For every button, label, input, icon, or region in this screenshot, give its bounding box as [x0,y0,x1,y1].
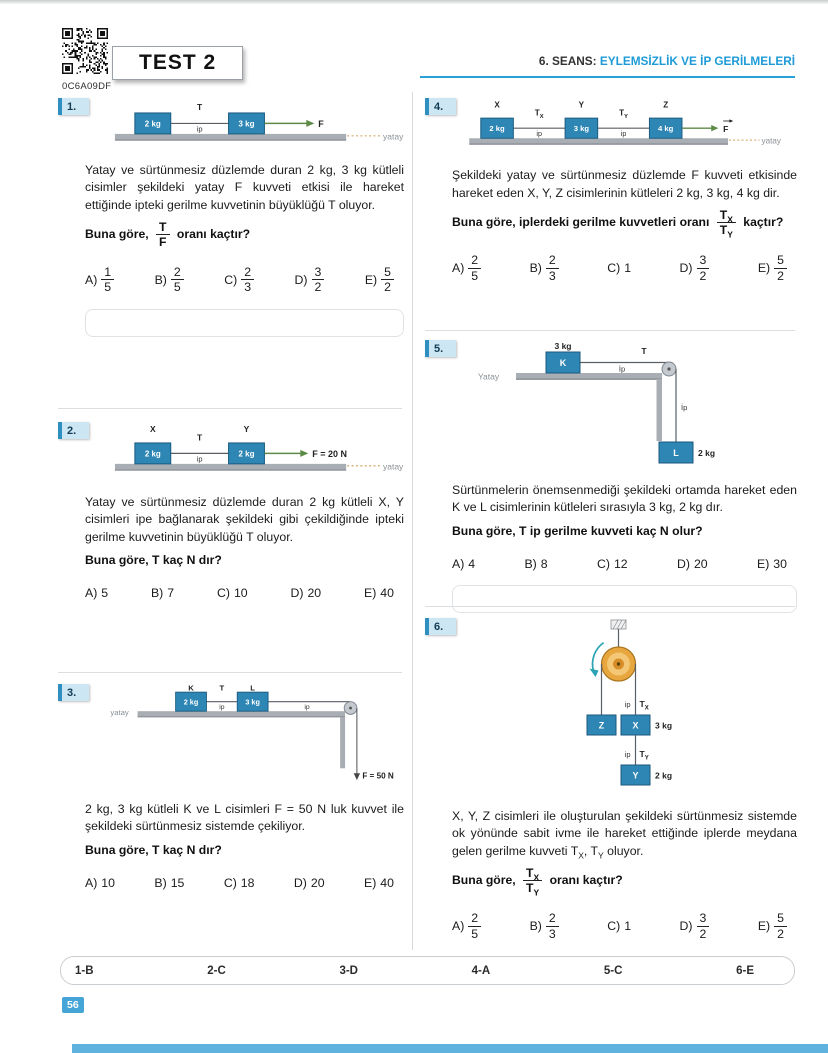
fraction-value: $\frac{5}{2}$ [774,253,787,282]
prompt-pre: Buna göre, [452,873,516,888]
fraction-denominator: $T_Y$ [719,223,733,240]
options-row [452,911,797,940]
question-number [425,340,456,357]
option-letter: C) [216,585,230,600]
fraction-value: $\frac{1}{5}$ [101,265,114,294]
question-prompt [85,220,404,249]
answer-key-item: 6-E [736,964,754,977]
answer-option[interactable] [224,876,255,890]
tension-1-label: $T_X$ [639,699,649,712]
question-number-label: 4. [434,100,444,113]
answer-option[interactable] [452,253,481,282]
answer-option[interactable] [290,586,321,600]
answer-option[interactable] [217,586,248,600]
question-number-label: 5. [434,342,444,355]
answer-option[interactable] [85,265,114,294]
option-value: 7 [167,585,175,600]
prompt-pre: Buna göre, [85,226,149,241]
rope-label: ip [196,124,203,134]
text-sep: , [583,843,588,858]
tension-2-label: $T_Y$ [619,108,628,121]
ground-label: Yatay [478,371,500,382]
rope-label-1: ip [536,129,543,138]
rope-label-1: İp [618,364,626,374]
answer-option[interactable] [155,265,184,294]
diagram-blocks-pulley [85,684,404,791]
question-text: Sürtünmelerin önemsenmediği şekildeki ortamda hareket eden K ve L cisimlerinin kütleleri sırasıyla 3 kg, 2 kg dır. [452,483,797,515]
option-letter: E) [364,585,377,600]
block-2-name: L [250,684,256,693]
tension-1-label: $T_X$ [534,108,544,121]
question-prompt: Buna göre, T kaç N dır? [85,842,222,857]
force-arrowhead [354,773,360,780]
options-row [85,265,404,294]
option-letter: E) [757,919,771,934]
question-number-label: 3. [67,686,77,699]
work-area [452,585,797,613]
options-row [85,586,404,600]
question-text: 2 kg, 3 kg kütleli K ve L cisimleri F = 50 N luk kuvvet ile şekildeki sürtünmesiz sistemde çekiliyor. [85,801,404,834]
options-row [452,557,797,571]
block-1-mass: 2 kg [144,119,161,129]
answer-option[interactable] [154,876,184,890]
answer-option[interactable] [607,261,631,275]
option-letter: C) [223,875,237,890]
question-1 [58,96,404,337]
ground-label: yatay [761,136,781,146]
options-row [452,253,797,282]
wall [340,718,345,769]
options-row [85,876,404,890]
option-letter: E) [757,261,771,276]
answer-option[interactable] [224,265,254,294]
block-y-name: Y [631,770,639,781]
block-x-mass: 3 kg [654,720,672,731]
question-number [58,684,89,701]
header-rule [420,76,795,78]
question-6 [425,616,797,941]
answer-option[interactable] [85,876,115,890]
ground-label: yatay [383,461,404,472]
tension-x-inline: $T_X$ [570,843,584,861]
work-area [85,309,404,337]
force-label: F [318,118,324,129]
fraction-denominator: $T_Y$ [526,881,540,898]
fraction-numerator: $T_X$ [717,208,736,223]
answer-option[interactable] [677,557,708,571]
fraction-value: $\frac{2}{5}$ [468,911,481,940]
fraction-value: $\frac{2}{3}$ [546,911,559,940]
question-number-label: 6. [434,620,444,633]
block-3-name: Z [663,100,669,110]
fraction-value: $\frac{3}{2}$ [697,911,710,940]
fraction [717,208,736,240]
option-letter: B) [524,556,537,571]
block-2-mass: 2 kg [698,448,716,458]
answer-key-item: 3-D [339,964,358,977]
document-code: 0C6A09DF [62,81,112,92]
option-value: 12 [613,556,628,571]
page-number: 56 [62,997,84,1013]
fraction-value: $\frac{3}{2}$ [312,265,325,294]
option-letter: A) [85,875,98,890]
question-prompt [452,208,797,240]
answer-key-item: 4-A [471,964,491,977]
option-letter: A) [452,556,465,571]
tension-label: T [197,101,203,112]
option-value: 20 [307,585,322,600]
rope-label-2: İp [681,403,688,412]
question-5 [425,338,797,613]
question-separator [58,672,402,673]
answer-option[interactable] [758,911,787,940]
vector-bar-head [729,119,733,122]
question-4 [425,96,797,283]
option-value: 10 [233,585,248,600]
fraction-value: $\frac{2}{5}$ [468,253,481,282]
ground-edge [138,716,346,717]
question-number [58,422,89,439]
diagram-three-blocks-ropes [452,98,797,157]
qr-code [62,28,108,74]
block-2-name: Y [578,100,585,110]
question-number [425,618,456,635]
block-1-mass: 2 kg [144,449,161,459]
block-1-name: X [494,100,500,110]
answer-option[interactable] [758,253,787,282]
option-letter: B) [529,261,542,276]
column-divider [412,92,413,950]
block-2-mass: 3 kg [245,697,260,707]
answer-option[interactable] [365,265,394,294]
block-1-mass: 2 kg [489,124,505,134]
fraction-value: $\frac{2}{3}$ [546,253,559,282]
force-arrowhead [306,120,314,127]
fraction-numerator: T [156,220,169,235]
ground [516,373,662,379]
fraction-value: $\frac{2}{5}$ [171,265,184,294]
fraction-value: $\frac{3}{2}$ [697,253,710,282]
answer-key-item: 1-B [75,964,94,977]
option-letter: D) [293,875,307,890]
option-value: 40 [380,875,394,890]
diagram-two-blocks-rope [85,98,404,152]
answer-key-bar [60,956,795,985]
answer-option[interactable] [151,586,174,600]
option-value: 20 [310,875,325,890]
rope-label-2: ip [624,750,630,759]
question-number [425,98,456,115]
diagram-two-blocks-rope [85,422,404,484]
answer-option[interactable] [607,919,631,933]
option-letter: D) [679,261,693,276]
tension-label: T [219,684,225,693]
block-1-name: K [188,684,194,693]
wall [657,379,663,441]
answer-option[interactable] [524,557,547,571]
fraction-numerator: $T_X$ [523,866,542,881]
question-text: Şekildeki yatay ve sürtünmesiz düzlemde F kuvveti etkisinde hareket eden X, Y, Z cisimlerinin kütleleri 2 kg, 3 kg, 4 kg dir. [452,168,797,200]
rope-label-1: ip [624,700,630,709]
page-top-edge [0,0,828,4]
answer-option[interactable] [597,557,628,571]
text-post: oluyor. [607,843,644,858]
block-1-name: X [149,423,156,434]
pulley-axle [616,662,619,665]
question-separator [425,330,795,331]
ground [115,464,346,469]
rotation-arrowhead [589,669,598,678]
option-letter: C) [607,261,621,276]
block-2-name: Y [243,423,250,434]
answer-option[interactable] [295,265,325,294]
option-value: 5 [101,585,109,600]
block-1-mass: 3 kg [554,341,572,351]
session-prefix: 6. SEANS: [538,54,597,68]
option-letter: A) [452,919,465,934]
question-text: Yatay ve sürtünmesiz düzlemde duran 2 kg, 3 kg kütleli cisimler şekildeki yatay F kuvveti etkisi ile hareket ettiğinde ipteki gerilme kuvvetinin büyüklüğü T oluyor. [85,162,404,212]
option-letter: A) [452,261,465,276]
option-letter: A) [85,585,98,600]
block-2-name: L [673,448,679,458]
rope-label-1: ip [219,703,225,711]
force-label: F [723,124,729,135]
prompt-post: oranı kaçtır? [176,226,251,241]
rope-label-2: ip [620,129,627,138]
fraction [156,220,169,249]
block-x-name: X [631,720,639,731]
option-letter: D) [290,585,304,600]
force-arrowhead [300,450,308,457]
answer-option[interactable] [680,253,710,282]
prompt-post: kaçtır? [743,215,784,230]
diagram-atwood-pulley [510,616,740,798]
prompt-post: oranı kaçtır? [549,873,623,888]
option-letter: B) [150,585,164,600]
answer-key-item: 5-C [603,964,623,977]
block-y-mass: 2 kg [654,770,672,781]
answer-option[interactable] [530,253,559,282]
question-number-label: 1. [67,100,77,113]
block-2-mass: 3 kg [573,124,590,134]
ground-edge [115,469,346,470]
option-value: 1 [624,919,632,934]
block-2-mass: 3 kg [238,119,255,129]
ground [138,711,346,716]
option-letter: D) [676,556,690,571]
question-prompt: Buna göre, T ip gerilme kuvveti kaç N olur? [452,523,703,538]
option-letter: E) [364,875,377,890]
pulley-axle [667,367,670,370]
option-value: 1 [624,261,632,276]
ground-label: yatay [110,707,129,717]
test-title: TEST 2 [112,46,243,80]
answer-key-item: 2-C [207,964,226,977]
ground-edge [115,139,346,140]
force-arrowhead [711,125,718,131]
fraction-denominator: F [159,235,167,250]
bottom-accent-bar [72,1044,828,1053]
option-value: 40 [380,585,394,600]
option-letter: E) [364,272,378,287]
tension-2-label: $T_Y$ [639,749,649,762]
rope-label-2: ip [304,703,310,711]
option-value: 4 [468,556,476,571]
question-separator [58,408,402,409]
tension-y-inline: $T_Y$ [590,843,604,861]
option-letter: B) [529,919,542,934]
option-value: 18 [240,875,255,890]
question-text: Yatay ve sürtünmesiz düzlemde duran 2 kg kütleli X, Y cisimleri ipe bağlanarak şekildeki gibi çekildiğinde ipteki gerilme kuvvetinin büyüklüğü T oluyor. [85,494,404,544]
text-pre: X, Y, Z cisimleri ile oluşturulan şekildeki sürtünmesiz sistemde ok yönünde sabit ivme ile hareket ettiğinde iplerde meydana gelen gerilme kuvveti [452,809,797,858]
fraction-value: $\frac{5}{2}$ [381,265,394,294]
option-letter: A) [85,272,98,287]
tension-label: T [641,346,647,356]
question-text [452,808,797,860]
session-header [539,54,795,68]
option-letter: B) [154,875,167,890]
answer-option[interactable] [680,911,710,940]
question-prompt: Buna göre, T kaç N dır? [85,553,222,568]
block-2-mass: 2 kg [238,449,255,459]
block-1-mass: 2 kg [183,697,199,707]
prompt-pre: Buna göre, iplerdeki gerilme kuvvetleri oranı [452,215,710,230]
block-z-name: Z [598,720,604,731]
force-label: F = 20 N [312,448,347,459]
question-number-label: 2. [67,424,77,437]
answer-option[interactable] [294,876,325,890]
ground-label: yatay [383,131,404,142]
ground-edge [516,379,662,380]
fraction-value: $\frac{5}{2}$ [774,911,787,940]
option-value: 30 [773,556,787,571]
block-3-mass: 4 kg [658,124,674,134]
answer-option[interactable] [530,911,559,940]
ground-edge [469,144,728,145]
answer-option[interactable] [364,876,394,890]
option-value: 20 [693,556,708,571]
diagram-table-pulley-hanging [452,340,797,472]
answer-option[interactable] [757,557,787,571]
tension-label: T [197,432,203,443]
option-value: 15 [170,875,185,890]
answer-option[interactable] [364,586,394,600]
answer-option[interactable] [452,557,475,571]
fraction [523,866,542,898]
session-title: EYLEMSİZLİK VE İP GERİLMELERİ [599,54,795,68]
rope-label: ip [196,454,203,464]
fraction-value: $\frac{2}{3}$ [241,265,254,294]
question-number [58,98,89,115]
option-letter: D) [679,919,693,934]
ground [115,134,346,139]
force-label: F = 50 N [362,771,394,781]
option-value: 8 [540,556,548,571]
option-value: 10 [101,875,115,890]
question-2 [58,420,404,600]
option-letter: E) [757,556,770,571]
option-letter: C) [607,919,621,934]
option-letter: B) [154,272,167,287]
question-3 [58,682,404,890]
option-letter: D) [294,272,308,287]
option-letter: C) [224,272,238,287]
option-letter: C) [596,556,610,571]
question-prompt [452,866,797,898]
ground [469,138,728,143]
answer-option[interactable] [452,911,481,940]
pulley-axle [349,707,352,710]
block-1-name: K [559,358,567,368]
answer-option[interactable] [85,586,108,600]
